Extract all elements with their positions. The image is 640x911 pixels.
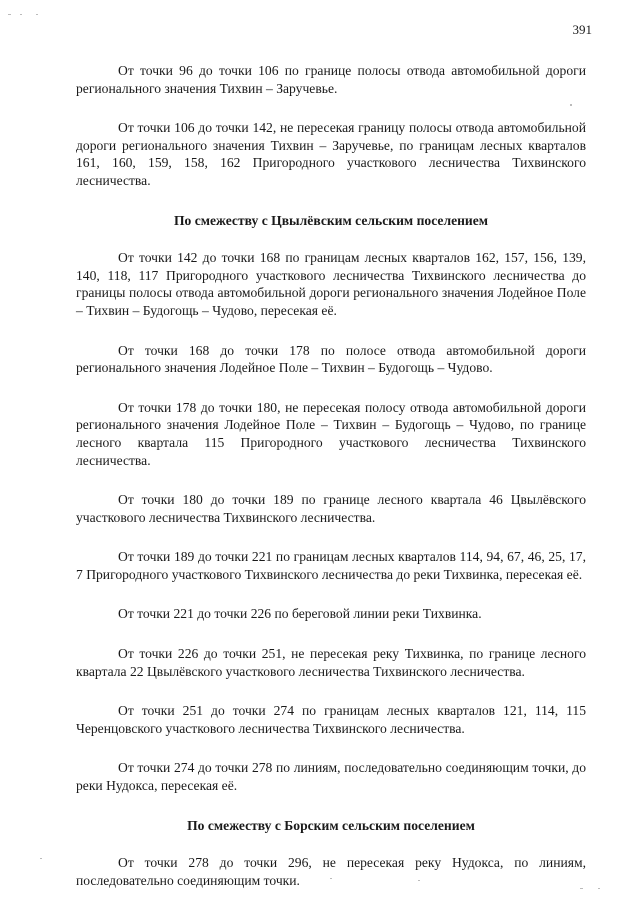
scan-speck [330,878,332,879]
paragraph: От точки 221 до точки 226 по береговой линии реки Тихвинка. [118,606,482,622]
page-number: 391 [572,22,592,37]
scan-speck [20,14,22,15]
paragraph: От точки 142 до точки 168 по границам лесных кварталов 162, 157, 156, 139, 140, 118, 117 Пригородного участкового лесничества Тихвинского лесничества до границы полосы отвода автомобильной дороги регионального значения Лодейное Поле – Тихвин – Будогощь – Чудово, пересекая её. [76,250,586,318]
paragraph: От точки 226 до точки 251, не пересекая реку Тихвинка, по границе лесного квартала 22 Цвылёвского участкового лесничества Тихвинского лесничества. [76,646,586,679]
paragraph: От точки 274 до точки 278 по линиям, последовательно соединяющим точки, до реки Нудокса, пересекая её. [76,760,586,794]
paragraph: От точки 278 до точки 296, не пересекая реку Нудокса, по линиям, последовательно соединяющим точки. [76,855,586,888]
scan-speck [418,880,420,881]
scan-speck [36,14,38,15]
scan-speck [570,104,572,106]
scan-speck [580,888,583,889]
paragraph: От точки 189 до точки 221 по границам лесных кварталов 114, 94, 67, 46, 25, 17, 7 Пригородного участкового Тихвинского лесничества до реки Тихвинка, пересекая её. [76,549,586,582]
paragraph: От точки 251 до точки 274 по границам лесных кварталов 121, 114, 115 Черенцовского участкового лесничества Тихвинского лесничества. [76,703,586,736]
paragraph: От точки 96 до точки 106 по границе полосы отвода автомобильной дороги регионального значения Тихвин – Заручевье. [76,63,586,96]
scan-speck [40,858,42,859]
paragraph: От точки 106 до точки 142, не пересекая границу полосы отвода автомобильной дороги регионального значения Тихвин – Заручевье, по границам лесных кварталов 161, 160, 159, 158, 162 Пригородного участкового лесничества Тихвинского лесничества. [76,120,586,188]
paragraph: От точки 178 до точки 180, не пересекая полосу отвода автомобильной дороги регионального значения Лодейное Поле – Тихвин – Будогощь – Чудово, по границе лесного квартала 115 Пригородного участкового лесничества Тихвинского лесничества. [76,399,586,468]
paragraph: От точки 180 до точки 189 по границе лесного квартала 46 Цвылёвского участкового лесничества Тихвинского лесничества. [76,492,586,525]
scan-speck [8,14,11,15]
paragraph: От точки 168 до точки 178 по полосе отвода автомобильной дороги регионального значения Лодейное Поле – Тихвин – Будогощь – Чудово. [76,342,586,376]
section-heading: По смежеству с Борским сельским поселением [187,817,475,833]
scan-speck [598,888,600,889]
section-heading: По смежеству с Цвылёвским сельским поселением [173,212,489,228]
document-body [76,62,586,911]
